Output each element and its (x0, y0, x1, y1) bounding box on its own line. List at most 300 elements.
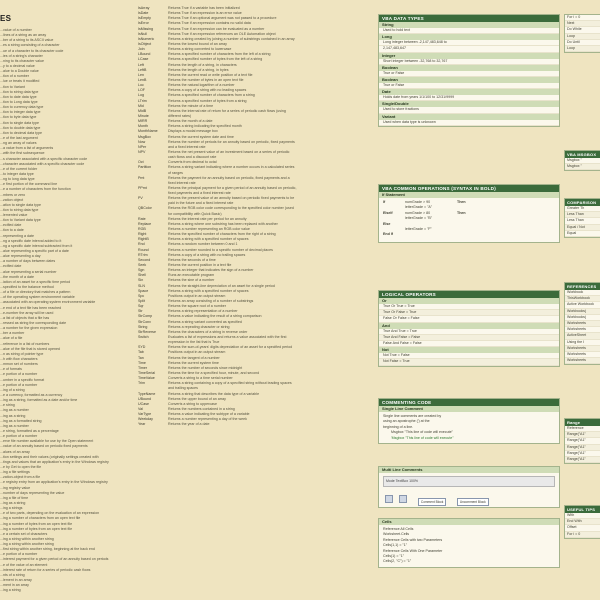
logical-operators-panel (378, 290, 560, 367)
function-description: Returns a string converted to lowercase (168, 47, 232, 52)
data-type-description: Used to hold text (379, 28, 559, 34)
function-description: ...a number for the given expression (0, 326, 58, 331)
function-description: ...es a string consisting of a character (0, 43, 60, 48)
function-description: Returns the tangent of a number (168, 355, 220, 360)
data-type-description: Long integer between -2,147,483,648 to (379, 40, 559, 46)
function-description: Returns a number representing a day of the week (168, 417, 247, 422)
operator-name: And (379, 323, 559, 329)
function-description: ...lemented value (0, 213, 28, 218)
function-description: ...reference in a list of numbers (0, 341, 50, 346)
function-description: Returns the number of bytes in an open text file (168, 77, 244, 82)
function-name: IsDate (138, 11, 149, 16)
function-description: Returns the length of a string, in bytes (168, 67, 229, 72)
function-name: IsEmpty (138, 16, 151, 21)
function-description: Returns the payment for an annuity based on periodic, fixed payments and a (168, 175, 290, 180)
function-description: ...ing as a number (0, 423, 29, 428)
function-description: expression in the list that is True (168, 340, 220, 345)
operator-example: True And True = True (379, 329, 559, 335)
function-description: ...lement in an array (0, 578, 32, 583)
function-description: Positions output in an output stream (168, 293, 226, 298)
function-name: Timer (138, 365, 148, 370)
function-description: ...tion to Variant (0, 84, 25, 89)
function-description: ...e end of a text file has been reached (0, 305, 62, 310)
function-description: ...ing a file settings (0, 470, 30, 475)
function-description: for compatibility with Quick Basic) (168, 211, 222, 216)
function-name: StrReverse (138, 329, 156, 334)
code-keyword: Then (457, 200, 466, 204)
function-description: Returns the current position in a text file (168, 263, 232, 268)
function-description: fixed payments and a fixed interest rate (168, 191, 231, 196)
far-right-row: Msgbox " (565, 158, 600, 164)
function-description: ...tion to Variant data type (0, 218, 41, 223)
function-name: Shell (138, 273, 146, 278)
function-description: Returns the square root of a number (168, 304, 226, 309)
data-type-name: Boolean (379, 65, 559, 71)
function-name: Seek (138, 263, 147, 268)
function-name: StrComp (138, 314, 153, 319)
vbe-toolbar-label: Mode TextBox 100% (386, 479, 419, 483)
function-description: Returns True if a variable has been initialized (168, 6, 240, 10)
far-right-row: Worksheets (565, 346, 600, 352)
function-name: Mid (138, 103, 144, 108)
function-description: Returns a repeating character or string (168, 324, 230, 329)
function-description: ...iation of an asset for a specific time period (0, 279, 71, 284)
function-name: IsMissing (138, 26, 153, 31)
code-statement: letterGrade = "F" (405, 226, 432, 231)
function-description: ...e string (0, 403, 15, 408)
function-name: IsError (138, 21, 149, 26)
function-description: Returns the year of a date (168, 422, 210, 427)
cells-subheader: Cells (379, 519, 559, 525)
function-description: ...e portion of a number (0, 434, 38, 439)
far-right-panel (564, 418, 600, 464)
common-operations-header: VBA COMMON OPERATIONS (SYNTAX IN BOLD) (379, 185, 559, 192)
far-right-row: Active Workbook (565, 302, 600, 308)
function-description: Returns the natural logarithm of a number (168, 83, 235, 88)
far-right-row: Greater Th (565, 206, 600, 212)
code-statement: letterGrade = "B" (405, 216, 433, 221)
data-type-description: Used to store fractions (379, 107, 559, 113)
function-name: Trim (138, 381, 146, 386)
cells-line: Cells(1) = "1" (383, 553, 405, 558)
function-description: ...e-number the array will be used (0, 310, 54, 315)
cells-line: Worksheet.Cells (383, 532, 410, 537)
function-name: Rate (138, 216, 146, 221)
function-description: Returns True if an expression contains no valid data (168, 21, 251, 26)
function-description: Returns a value indicating the subtype of a variable (168, 412, 250, 417)
data-type-description: 2,147,483,647 (379, 46, 559, 52)
function-description: ...e of the last argument (0, 135, 38, 140)
function-name: LTrim (138, 98, 147, 103)
function-description: ...ng an array of values (0, 141, 37, 146)
operator-example: True Or True = True (379, 304, 559, 310)
function-name: RightB (138, 237, 149, 242)
function-name: Switch (138, 335, 149, 339)
function-name: Loc (138, 83, 144, 88)
operator-example: Not True = False (379, 353, 559, 359)
code-keyword: End If (383, 232, 393, 237)
function-name: Str (138, 309, 143, 314)
function-name: MIRR (138, 119, 148, 124)
function-description: ...e portion of a number (0, 382, 38, 387)
function-description: ...alue to a Double value (0, 69, 39, 74)
function-description: Returns a copy of a string with no trailing spaces (168, 252, 246, 257)
function-description: ...tion to decimal data type (0, 130, 42, 135)
function-description: ...tion to Long data type (0, 99, 38, 104)
function-name: UBound (138, 396, 151, 401)
far-right-row: Range("A1" (565, 451, 600, 457)
function-description: Returns a number rounded to a specific number of decimal places (168, 247, 273, 252)
function-name: IsNull (138, 31, 147, 36)
uncomment-block-callout: Uncomment Block (457, 498, 489, 506)
data-type-description: Used when data type is unknown (379, 120, 559, 126)
function-name: VarType (138, 412, 152, 417)
function-description: Returns an array consisting of a number of substrings (168, 299, 254, 304)
far-right-row: Worksheets (565, 321, 600, 327)
function-name: TimeSerial (138, 370, 156, 375)
function-description: ...ies of a string's character (0, 53, 43, 58)
function-description: ...h with flow characters (0, 357, 38, 361)
function-description: ...ing registry value (0, 485, 31, 490)
data-type-name: Variant (379, 114, 559, 120)
function-description: Returns True if an expression can be evaluated as a number (168, 26, 265, 31)
functions-middle-column (138, 6, 360, 428)
function-description: ...to integer data type (0, 171, 34, 176)
function-description: Returns a value indicating the result of a string comparison (168, 314, 262, 319)
logical-operators-header: LOGICAL OPERATORS (379, 291, 559, 298)
function-description: ...ing a strings (0, 506, 23, 511)
comment-line: Single line comments are created by (383, 414, 442, 418)
function-description: Returns the number of seconds since midnight (168, 365, 243, 370)
function-description: ...character associated with a specific character code (0, 161, 85, 166)
function-description: ...of a file or directory that matches a pattern (0, 290, 71, 295)
operator-example: Not False = True (379, 359, 559, 365)
data-type-description: Short integer between -32,768 to 32,767 (379, 59, 559, 65)
multiline-comment-subheader: Multi Line Comments (379, 467, 559, 473)
function-name: RGB (138, 227, 146, 232)
function-name: IsNumeric (138, 36, 155, 41)
function-description: ...interest payment for a given period of an annuity based on periods (0, 557, 109, 562)
function-description: ...value of an annuity based on periodic fixed payments (0, 444, 88, 449)
function-name: MonthName (138, 129, 158, 134)
function-description: ...e a number of characters from the function (0, 187, 71, 192)
if-statement-subheader: If Statement (379, 192, 559, 198)
function-description: ...tion to string data type (0, 207, 39, 212)
function-description: ...ber a number (0, 331, 25, 336)
function-description: Returns a specified number of characters from the left of a string (168, 52, 271, 57)
function-name: Minute (138, 113, 149, 118)
function-description: Returns a string that describes the data type of a variable (168, 391, 260, 396)
comment-block-icon (385, 495, 393, 503)
function-description: ...alue representing a serial number (0, 269, 57, 274)
function-description: Returns the interest rate per period for an annuity (168, 216, 247, 221)
common-operations-panel (378, 184, 560, 243)
function-description: Returns the sum-of-years' digits depreciation of an asset for a specified period (168, 345, 293, 350)
function-description: ...ng a specific date interval subtracted from it (0, 243, 73, 248)
far-right-row: Do Until (565, 40, 600, 46)
function-description: ...ing as a string (0, 500, 26, 505)
function-description: ...tion settings and their values (originally settings created with (0, 454, 99, 459)
function-name: String (138, 324, 148, 329)
far-right-header: VBA MSGBOX (565, 151, 600, 158)
far-right-row: Less Than (565, 212, 600, 218)
function-description: ...e by Get to open the file (0, 464, 42, 469)
function-name: LCase (138, 57, 149, 62)
function-description: ...e portion of a number (0, 372, 38, 377)
far-right-row: Range("A1" (565, 438, 600, 444)
function-description: Returns the sine of a number (168, 278, 215, 283)
function-description: Returns the principal payment for a given period of an annuity based on periodic, (168, 185, 297, 190)
single-line-comment-subheader: Single Line Comment (379, 406, 559, 412)
data-type-name: Boolean (379, 77, 559, 83)
function-description: Returns a string containing a copy of a specified string without leading spaces (168, 381, 292, 386)
function-description: Returns the characters of a string in reverse order (168, 329, 248, 334)
code-line (379, 232, 559, 237)
cells-line: Cells(1,1) = "1" (383, 543, 408, 548)
function-name: StrConv (138, 319, 151, 324)
data-type-name: String (379, 22, 559, 28)
function-description: ...ning to its character value (0, 58, 44, 63)
function-name: Sin (138, 278, 144, 283)
comment-line: beginning of a line. (383, 424, 414, 429)
function-description: ...ing as a string, formatted as a date and/or time (0, 398, 78, 403)
function-description: ...ng to long data type (0, 177, 35, 182)
function-description: Returns True if an optional argument was not passed to a procedure (168, 16, 277, 21)
far-right-row: Worksheets (565, 327, 600, 333)
function-description: ...interest rate of return for a series of periodic cash flows (0, 567, 91, 572)
function-name: TimeValue (138, 376, 155, 381)
function-description: ...specified to the balance method (0, 285, 54, 290)
data-types-panel (378, 14, 560, 127)
data-type-description: Holds date from years 1/1/100 to 12/31/9999 (379, 95, 559, 101)
far-right-row: Msgbox " (565, 164, 600, 170)
function-name: Right (138, 232, 147, 237)
function-name: LeftB (138, 67, 147, 72)
function-description: ...umber in a specific format (0, 377, 45, 382)
function-description: paid in the future and a fixed interest rate (168, 201, 234, 206)
function-description: ...alue representing a day (0, 254, 41, 259)
function-name: TypeName (138, 391, 156, 396)
far-right-row: ThisWorkbook (565, 296, 600, 302)
function-description: ...tion to integer data type (0, 110, 41, 115)
function-description: ...ecified date (0, 264, 22, 269)
function-name: MidB (138, 108, 147, 113)
function-description: Returns the RGB color code corresponding to the specified color number (used (168, 206, 294, 211)
function-description: ...a number of days between dates (0, 259, 56, 264)
function-name: Now (138, 139, 146, 144)
far-right-panel (564, 14, 600, 53)
function-description: ...alue of the file that is stored opened (0, 346, 60, 351)
function-description: Returns the numbers contained in a string (168, 406, 235, 411)
function-description: ...alues of an array (0, 449, 30, 454)
function-description: ...e of two parts, depending on the evaluation of an expression (0, 511, 100, 516)
operator-example: False And False = False (379, 341, 559, 347)
function-description: ...ment in an array (0, 583, 29, 588)
far-right-row: Workbooks( (565, 309, 600, 315)
far-right-row: Workbook (565, 290, 600, 296)
cells-line: Cells(2, "C") = "1" (383, 559, 412, 564)
function-description: Returns a string with a specified number of spaces (168, 237, 249, 242)
multiline-comments-panel (378, 466, 560, 508)
function-name: LBound (138, 52, 151, 57)
cells-line: Reference Cells With One Parameter (383, 548, 443, 553)
function-description: ...tion to single data type (0, 120, 39, 125)
far-right-row: Using the I (565, 340, 600, 346)
function-description: Returns the time for a specified hour, minute, and second (168, 370, 260, 375)
comment-line: 'Msgbox "This line of code will execute" (391, 435, 454, 440)
function-name: RTrim (138, 252, 148, 257)
function-description: Returns a string created by joining a number of substrings contained in an array (168, 36, 295, 41)
function-description: Returns the current system date and time (168, 134, 234, 139)
far-right-row: With (565, 513, 600, 519)
far-right-panel (564, 282, 600, 365)
function-description: ...tion to byte data type (0, 115, 37, 120)
function-description: Returns a string where one substring has been replaced with another (168, 221, 278, 226)
far-right-row: Loop (565, 46, 600, 52)
function-name: Year (138, 422, 146, 427)
function-description: and trailing spaces (168, 386, 198, 391)
function-description: Returns the internal rate of return for a series of periodic cash flows (using (168, 108, 286, 113)
function-name: Weekday (138, 417, 153, 422)
function-description: ...n as string of pointer type (0, 351, 44, 356)
function-name: Sqr (138, 304, 144, 309)
function-description: Returns a string indicating the specified month (168, 124, 242, 129)
code-statement: letterGrade = "A" (405, 205, 433, 210)
far-right-row: Worksheets (565, 352, 600, 358)
function-description: ...ing a string (0, 588, 21, 593)
function-description: ...ue of a character to its character code (0, 48, 64, 53)
function-description: ...e of formats (0, 367, 22, 372)
function-description: ...zation object (0, 197, 24, 202)
commenting-header: COMMENTING CODE (379, 399, 559, 406)
function-description: Returns an integer that indicates the sign of a number (168, 268, 254, 273)
function-description: Returns a string with a specified number of spaces (168, 288, 249, 293)
function-description: Returns the upper bound of an array (168, 396, 226, 401)
cells-panel (378, 518, 560, 568)
function-description: of ranges (168, 170, 183, 175)
function-description: ...zation-object from a file (0, 475, 41, 480)
function-description: Returns a specified number of characters from a string (168, 93, 255, 98)
far-right-row: Offset (565, 525, 600, 531)
function-description: Returns a string variant indicating where a number occurs in a calculated series (168, 165, 295, 170)
far-right-row: Next (565, 21, 600, 27)
function-description: Returns a string representation of a number (168, 309, 238, 314)
function-description: ...ressed as string the corresponding date (0, 321, 67, 326)
function-description: ...tion to currency data type (0, 105, 44, 110)
function-name: Log (138, 93, 144, 98)
far-right-header: COMPARISON (565, 199, 600, 206)
data-types-header: VBA DATA TYPES (379, 15, 559, 22)
function-name: Tab (138, 350, 144, 355)
function-description: ...a value from a list of arguments (0, 146, 54, 151)
data-type-description: True or False (379, 71, 559, 77)
code-statement: numGrade > 80 (405, 210, 431, 215)
uncomment-block-icon (399, 495, 407, 503)
function-description: ...number of days representing the value (0, 490, 65, 495)
function-description: ...ing a number of characters from an open text file (0, 516, 81, 521)
function-name: Len (138, 72, 144, 77)
function-name: Space (138, 288, 149, 293)
function-name: Val (138, 406, 143, 411)
far-right-header: REFERENCES (565, 283, 600, 290)
far-right-row: Equal (565, 231, 600, 237)
function-description: ...ing as a number (0, 408, 29, 413)
function-description: Returns a specified number of bytes from the left of a string (168, 57, 263, 62)
function-description: cash flows and a discount rate (168, 155, 217, 160)
far-right-row: Loop (565, 34, 600, 40)
function-name: PV (138, 196, 143, 201)
function-description: Returns the net present value of an investment based on a series of periodic (168, 149, 290, 154)
function-description: ...tings and values that an application's entry in the Windows registry (0, 459, 109, 464)
operator-example: True Or False = True (379, 310, 559, 316)
function-description: ...lue or treats it modified (0, 79, 40, 84)
function-name: UCase (138, 401, 149, 406)
function-description: different rates) (168, 113, 192, 118)
comment-line: Msgbox "This line of code will execute" (391, 430, 453, 435)
function-name: Second (138, 257, 151, 262)
function-description: ...tion to double data type (0, 125, 41, 130)
function-name: Rnd (138, 242, 145, 247)
code-keyword: Else (383, 221, 391, 226)
function-name: SLN (138, 283, 145, 288)
comment-line: using an apostrophe (') at the (383, 419, 430, 424)
function-description: Returns a copy of a string with no leading spaces (168, 88, 247, 93)
function-description: ...a list of objects that a file has (0, 315, 50, 320)
far-right-header: USEFUL TIPS (565, 506, 600, 513)
function-description: ...e registry entry from an application's entry in the Windows registry (0, 480, 108, 485)
function-description: Returns True if an expression is an error value (168, 11, 242, 16)
function-description: ...ing as a formatted string (0, 418, 42, 423)
function-name: IsArray (138, 6, 150, 10)
function-name: Month (138, 124, 148, 129)
code-keyword: Then (457, 210, 466, 215)
far-right-row: Worksheets (565, 358, 600, 364)
function-name: Tan (138, 355, 144, 360)
data-type-name: Date (379, 89, 559, 95)
function-name: Join (138, 47, 145, 52)
function-name: Round (138, 247, 149, 252)
function-description: ...alue representing a specific part of a date (0, 249, 69, 254)
function-description: Returns the minute of a time (168, 103, 214, 108)
cells-line: Reference Cells with two Parameters (383, 537, 443, 542)
far-right-row: Range("A1" (565, 457, 600, 463)
function-description: Returns the current system time (168, 360, 219, 365)
function-description: Converts from decimal to octal (168, 160, 217, 165)
function-description: Converts a string to a time serial number (168, 376, 233, 381)
operator-example: False Or False = False (379, 316, 559, 322)
code-keyword: ElseIf (383, 210, 393, 215)
function-description: ...e a certain set of characters (0, 531, 48, 536)
function-description: ...mmon set of numbers (0, 362, 38, 367)
data-type-description: True or False (379, 83, 559, 89)
function-description: ...with the first subsequence (0, 151, 45, 156)
function-name: NPV (138, 149, 146, 154)
function-description: Returns a specified number of bytes from a string (168, 98, 247, 103)
far-right-row: Less Than (565, 218, 600, 224)
far-right-row: Workbooks( (565, 315, 600, 321)
function-name: Split (138, 299, 145, 304)
function-name: Spc (138, 293, 145, 298)
functions-left-column (0, 28, 135, 593)
far-right-row: For i = 0 (565, 15, 600, 21)
function-description: ...nts of a string (0, 572, 25, 577)
function-description: and a fixed interest rate (168, 144, 206, 149)
function-description: ...alue of a file (0, 336, 23, 341)
function-name: Pmt (138, 175, 145, 180)
function-description: ...associated with an operating system environment variable (0, 300, 96, 305)
far-right-header: Range (565, 419, 600, 426)
function-description: Converts a string to uppercase (168, 401, 217, 406)
